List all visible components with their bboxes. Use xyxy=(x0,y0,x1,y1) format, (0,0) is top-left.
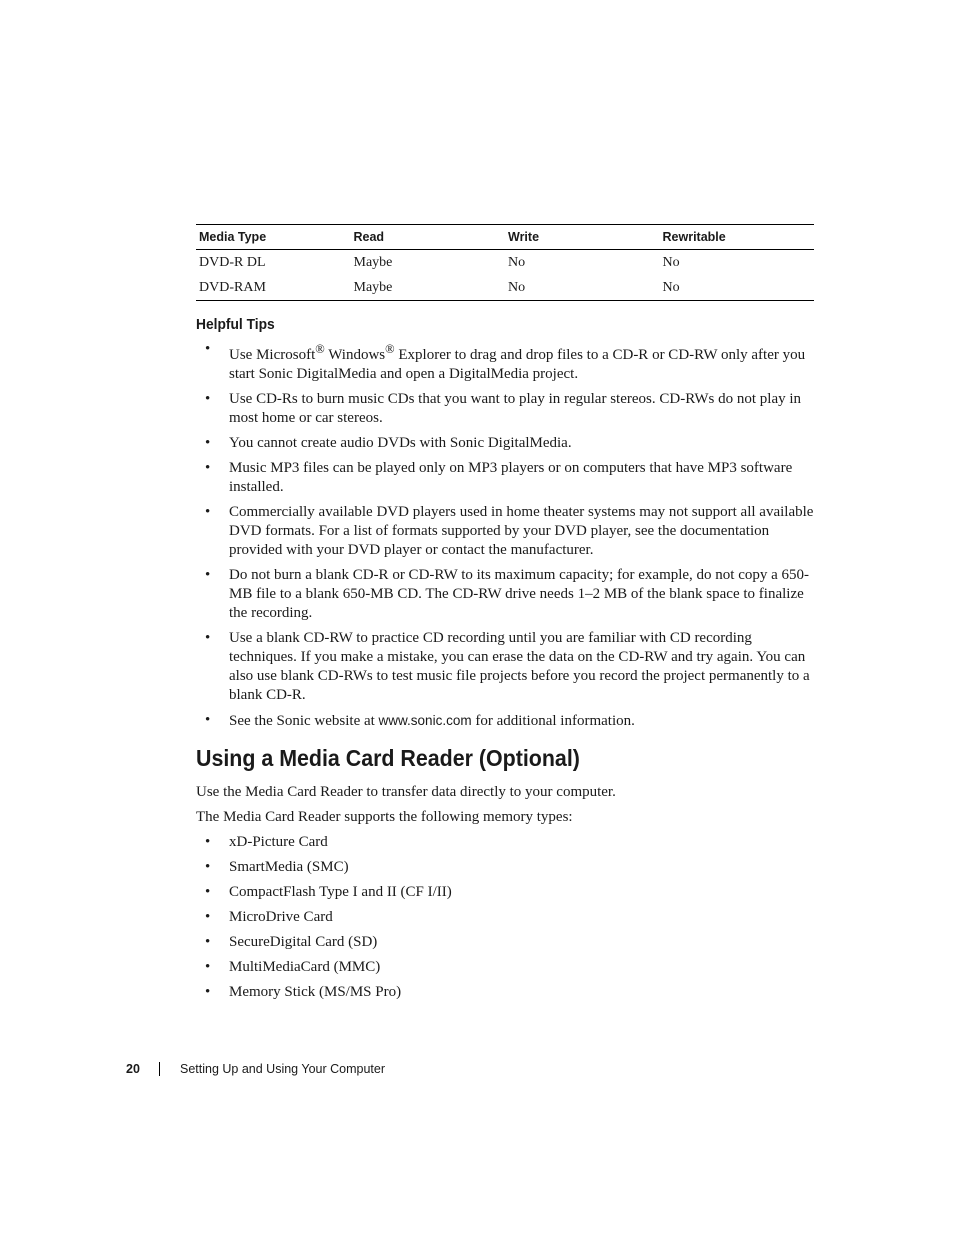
memory-types-list xyxy=(196,833,814,1002)
bullet-icon: • xyxy=(205,984,211,1000)
bullet-icon: • xyxy=(205,959,211,975)
header-rewritable: Rewritable xyxy=(660,225,815,250)
list-item: • Use Microsoft® Windows® Explorer to drag and drop files to a CD-R or CD-RW only after you start Sonic DigitalMedia and open a DigitalMedia project. xyxy=(205,341,806,382)
page-footer xyxy=(126,1062,385,1076)
table-header-row xyxy=(196,225,814,250)
table-cell: No xyxy=(662,254,680,270)
page-content xyxy=(196,224,814,1008)
chapter-title: Setting Up and Using Your Computer xyxy=(180,1062,385,1076)
table-cell: Maybe xyxy=(353,254,393,270)
list-item: • You cannot create audio DVDs with Sonic DigitalMedia. xyxy=(205,435,572,451)
list-item: • SecureDigital Card (SD) xyxy=(205,934,378,950)
list-item: • Memory Stick (MS/MS Pro) xyxy=(205,984,402,1000)
list-item: • Commercially available DVD players used in home theater systems may not support all available DVD formats. For a list of formats supported by your DVD player, see the documentation provided with your DVD player or contact the manufacturer. xyxy=(205,504,814,558)
bullet-icon: • xyxy=(205,460,211,476)
list-item: • MultiMediaCard (MMC) xyxy=(205,959,381,975)
header-media-type: Media Type xyxy=(196,225,351,250)
header-write: Write xyxy=(505,225,660,250)
list-item: • See the Sonic website at www.sonic.com for additional information. xyxy=(205,712,635,729)
list-item: • Do not burn a blank CD-R or CD-RW to its maximum capacity; for example, do not copy a 650-MB file to a blank 650-MB CD. The CD-RW drive needs 1–2 MB of the blank space to finalize the recording. xyxy=(205,567,810,621)
list-item: • SmartMedia (SMC) xyxy=(205,859,349,875)
section-intro: Use the Media Card Reader to transfer data directly to your computer. xyxy=(196,784,616,800)
list-item: • CompactFlash Type I and II (CF I/II) xyxy=(205,884,452,900)
bullet-icon: • xyxy=(205,435,211,451)
bullet-icon: • xyxy=(205,504,211,520)
list-item: • Music MP3 files can be played only on MP3 players or on computers that have MP3 software installed. xyxy=(205,460,793,495)
section-intro: The Media Card Reader supports the following memory types: xyxy=(196,809,573,825)
list-item: • Use a blank CD-RW to practice CD recording until you are familiar with CD recording techniques. If you make a mistake, you can erase the data on the CD-RW and try again. You can also use blank CD-RWs to test music file projects before you record the project permanently to a blank CD-R. xyxy=(205,630,810,703)
table-row xyxy=(196,275,814,301)
list-item: • MicroDrive Card xyxy=(205,909,333,925)
page-number: 20 xyxy=(126,1062,140,1076)
bullet-icon: • xyxy=(205,859,211,875)
table-cell: No xyxy=(508,254,526,270)
table-cell: No xyxy=(660,275,815,301)
sonic-website-link[interactable]: www.sonic.com xyxy=(378,713,472,728)
bullet-icon: • xyxy=(205,834,211,850)
bullet-icon: • xyxy=(205,712,211,728)
table-cell: DVD-R DL xyxy=(199,254,266,270)
bullet-icon: • xyxy=(205,341,211,357)
table-cell: No xyxy=(505,275,660,301)
list-item: • xD-Picture Card xyxy=(205,834,328,850)
bullet-icon: • xyxy=(205,909,211,925)
helpful-tips-list xyxy=(196,340,814,731)
helpful-tips-heading: Helpful Tips xyxy=(196,316,275,333)
bullet-icon: • xyxy=(205,567,211,583)
bullet-icon: • xyxy=(205,884,211,900)
bullet-icon: • xyxy=(205,391,211,407)
bullet-icon: • xyxy=(205,630,211,646)
footer-divider xyxy=(159,1062,160,1076)
table-cell: DVD-RAM xyxy=(196,275,351,301)
media-type-table xyxy=(196,224,814,301)
header-read: Read xyxy=(351,225,506,250)
bullet-icon: • xyxy=(205,934,211,950)
table-cell: Maybe xyxy=(351,275,506,301)
table-row xyxy=(196,250,814,276)
list-item: • Use CD-Rs to burn music CDs that you want to play in regular stereos. CD-RWs do not play in most home or car stereos. xyxy=(205,391,802,426)
section-title: Using a Media Card Reader (Optional) xyxy=(196,745,580,771)
